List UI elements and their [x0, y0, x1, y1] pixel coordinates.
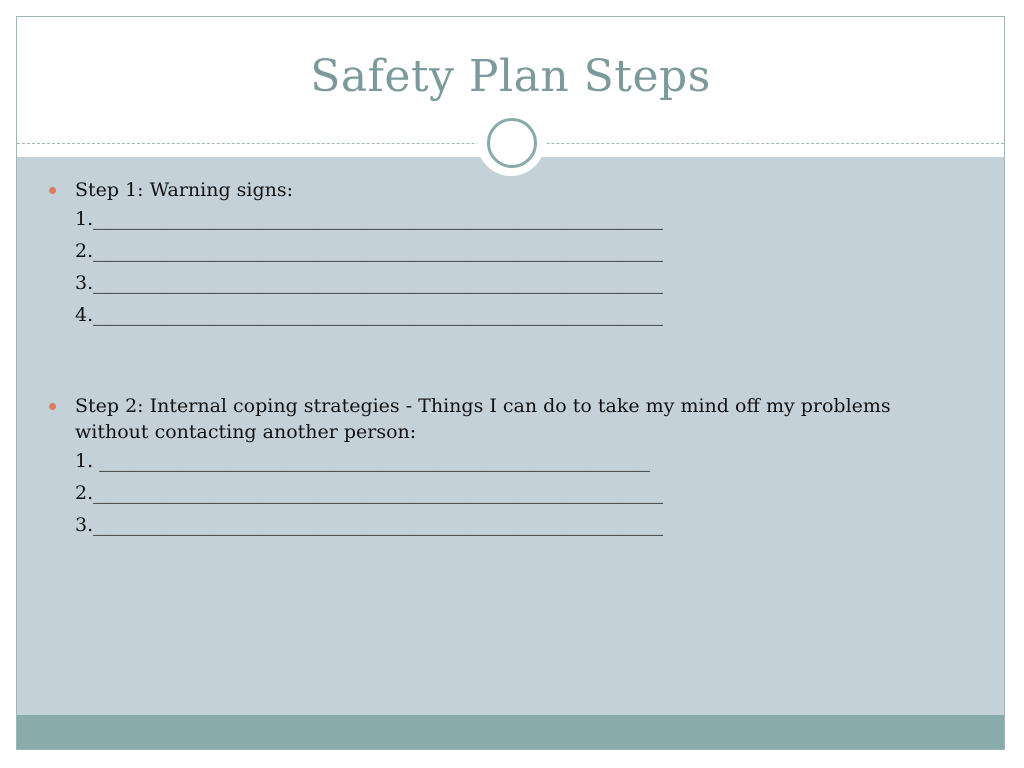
step-1: [75, 177, 955, 331]
bullet-dot-icon: [49, 403, 56, 410]
slide-title: Safety Plan Steps: [310, 51, 711, 102]
step-1-line-2: 2.____________________________________________________________: [75, 240, 664, 262]
content-area: [17, 157, 1004, 716]
divider-ring-icon: [487, 118, 537, 168]
step-2: [75, 393, 955, 541]
footer-band: [17, 715, 1004, 749]
slide: [16, 16, 1005, 750]
step-2-line-3: 3.____________________________________________________________: [75, 514, 664, 536]
step-1-line-4: 4.____________________________________________________________: [75, 304, 664, 326]
step-1-line-1: 1.____________________________________________________________: [75, 208, 664, 230]
step-1-line-3: 3.____________________________________________________________: [75, 272, 664, 294]
bullet-dot-icon: [49, 187, 56, 194]
step-2-line-1: 1. __________________________________________________________: [75, 450, 651, 472]
step-2-heading: Step 2: Internal coping strategies - Things I can do to take my mind off my problems without contacting another person:: [75, 395, 891, 443]
step-1-heading: Step 1: Warning signs:: [75, 179, 294, 201]
step-2-line-2: 2.____________________________________________________________: [75, 482, 664, 504]
